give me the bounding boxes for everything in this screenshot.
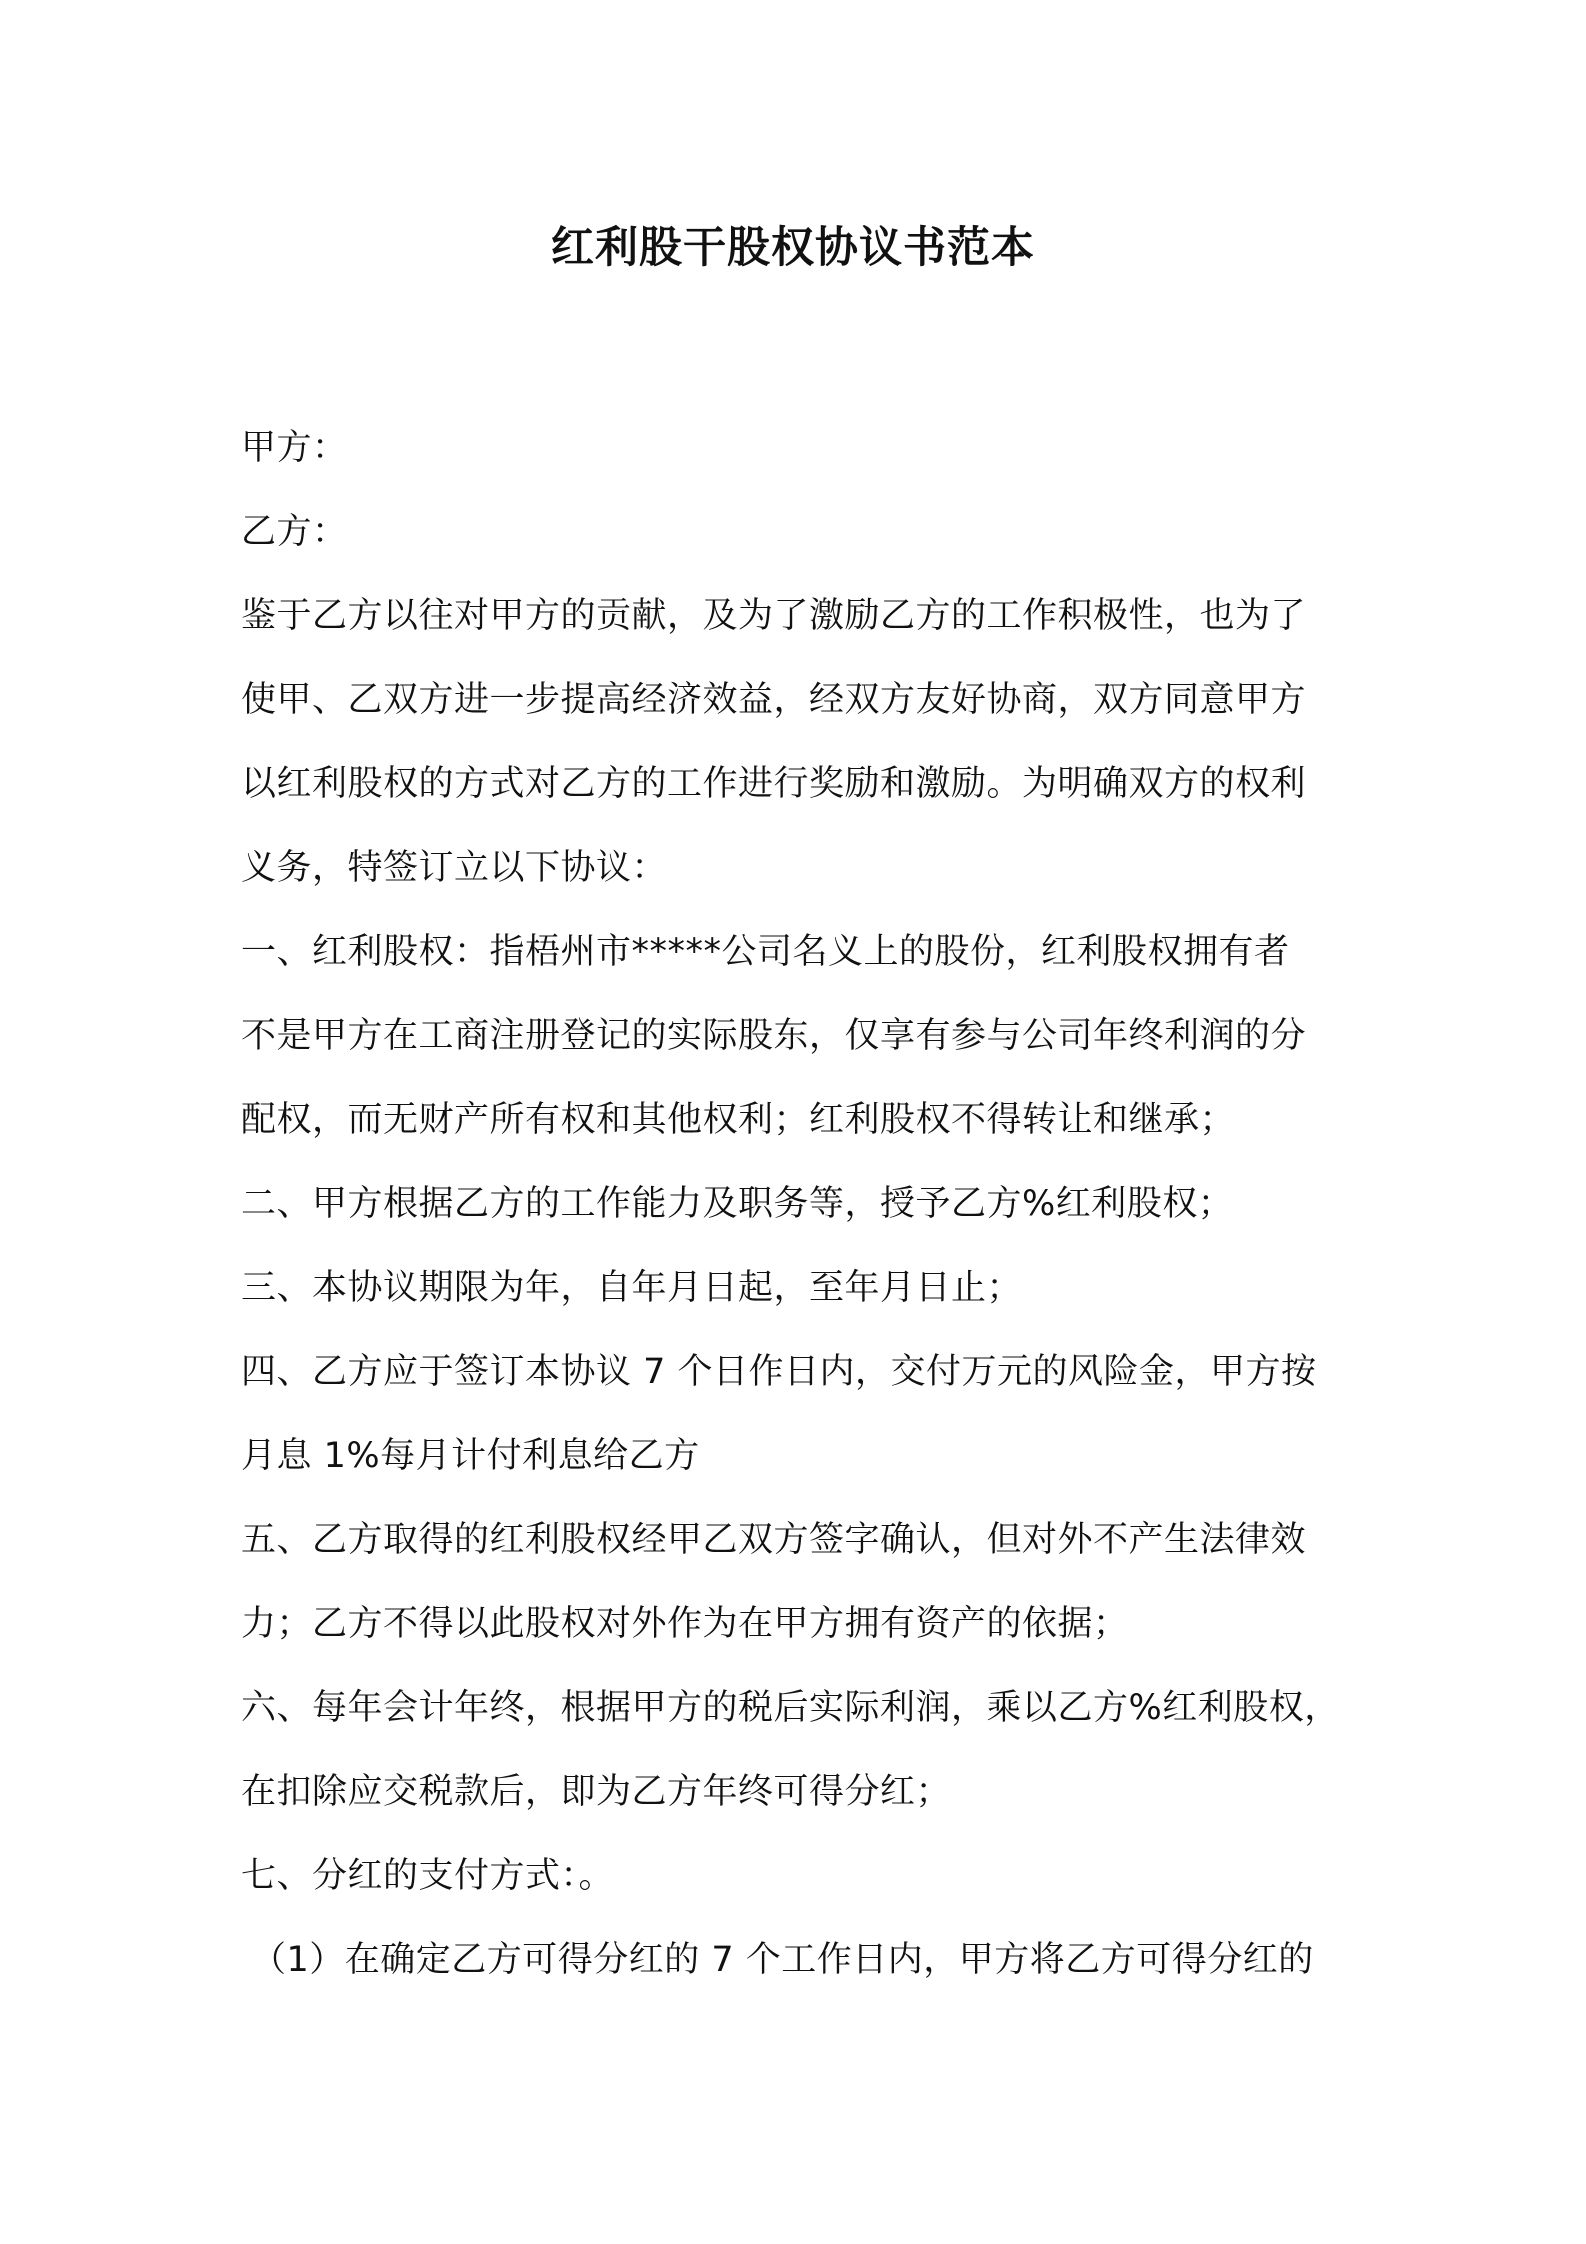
- clause-4-line: 月息 1%每月计付利息给乙方: [241, 1436, 700, 1476]
- clause-1-line: 一、红利股权：指梧州市*****公司名义上的股份，红利股权拥有者: [241, 932, 1290, 972]
- clause-6-line: 在扣除应交税款后，即为乙方年终可得分红；: [241, 1772, 952, 1812]
- clause-4-line: 四、乙方应于签订本协议 7 个日作日内，交付万元的风险金，甲方按: [241, 1352, 1317, 1392]
- clause-5-line: 五、乙方取得的红利股权经甲乙双方签字确认，但对外不产生法律效: [241, 1520, 1307, 1560]
- preamble-line: 使甲、乙双方进一步提高经济效益，经双方友好协商，双方同意甲方: [241, 680, 1307, 720]
- preamble-line: 鉴于乙方以往对甲方的贡献，及为了激励乙方的工作积极性，也为了: [241, 596, 1307, 636]
- document-title: 红利股干股权协议书范本: [551, 223, 1035, 273]
- clause-5-line: 力；乙方不得以此股权对外作为在甲方拥有资产的依据；: [241, 1604, 1129, 1644]
- preamble-line: 以红利股权的方式对乙方的工作进行奖励和激励。为明确双方的权利: [241, 764, 1307, 804]
- clause-6-line: 六、每年会计年终，根据甲方的税后实际利润，乘以乙方%红利股权，: [241, 1688, 1340, 1728]
- party-b-line: 乙方：: [241, 512, 348, 552]
- preamble-line: 义务，特签订立以下协议：: [241, 848, 668, 888]
- clause-1-line: 不是甲方在工商注册登记的实际股东，仅享有参与公司年终利润的分: [241, 1016, 1307, 1056]
- party-a-line: 甲方：: [241, 428, 348, 468]
- clause-3-line: 三、本协议期限为年，自年月日起，至年月日止；: [241, 1268, 1023, 1308]
- clause-7-line: 七、分红的支付方式：。: [241, 1856, 615, 1896]
- clause-1-line: 配权，而无财产所有权和其他权利；红利股权不得转让和继承；: [241, 1100, 1236, 1140]
- clause-7-item-1-line: （1）在确定乙方可得分红的 7 个工作日内，甲方将乙方可得分红的: [251, 1940, 1314, 1980]
- clause-2-line: 二、甲方根据乙方的工作能力及职务等，授予乙方%红利股权；: [241, 1184, 1234, 1224]
- document-body: [241, 406, 1351, 2002]
